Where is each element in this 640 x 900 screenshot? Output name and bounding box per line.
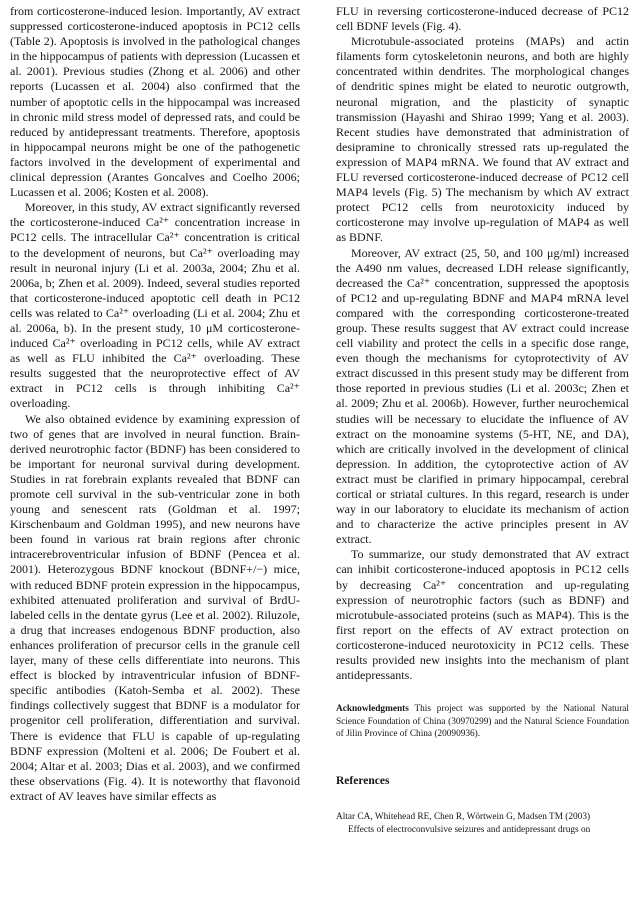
- reference-list: [336, 811, 629, 836]
- acknowledgments: [336, 703, 629, 740]
- paragraph: To summarize, our study demonstrated that AV extract can inhibit corticosterone-induced apoptosis in PC12 cells by decreasing Ca²⁺ concentration and up-regulating expression of neurotrophic factors (such as BDNF) and microtubule-associated proteins (such as MAP4). This is the first report on the effects of AV extract protection on corticosterone-induced neurotoxicity in PC12 cells. These results provided new insights into the mechanism of plant antidepressants.: [336, 547, 629, 683]
- references-heading: References: [336, 775, 390, 788]
- paragraph: Moreover, AV extract (25, 50, and 100 μg/ml) increased the A490 nm values, decreased LDH release significantly, decreased the Ca²⁺ concentration, suppressed the apoptosis of PC12 and up-regulating BDNF and MAP4 mRNA level compared with the corresponding corticosterone-treated group. These results suggest that AV extract could increase cell viability and protect the cells in a specific dose range, even though the mechanisms for cytoprotectivity of AV extract discussed in this present study may be different from those reported in previous studies (Li et al. 2003c; Zhen et al. 2009; Zhu et al. 2006b). However, further neurochemical studies will be necessary to elucidate the influence of AV extract on the monoamine systems (5-HT, NE, and DA), which are critically involved in the development of clinical depression. In addition, the cytoprotective action of AV extract must be clarified in primary hippocampal, cerebral cortical or striatal cultures. In this regard, research is under way in our laboratory to elucidate its mechanism of action and to characterize the active principles present in AV extract.: [336, 245, 629, 547]
- reference-entry: Altar CA, Whitehead RE, Chen R, Wörtwein G, Madsen TM (2003): [336, 812, 591, 823]
- paragraph: FLU in reversing corticosterone-induced decrease of PC12 cell BDNF levels (Fig. 4).: [336, 4, 629, 34]
- paragraph: Moreover, in this study, AV extract significantly reversed the corticosterone-induced Ca²⁺ concentration increase in PC12 cells. The intracellular Ca²⁺ concentration is critical to the development of neurons, but Ca²⁺ overloading may result in neuronal injury (Li et al. 2003a, 2004; Zhu et al. 2006a, b; Zhen et al. 2009). Indeed, several studies reported that corticosterone-induced apoptotic cell death in PC12 cells was related to Ca²⁺ overloading (Li et al. 2004; Zhu et al. 2006a, b). In the present study, 10 μM corticosterone-induced Ca²⁺ overloading in PC12 cells, while AV extract as well as FLU inhibited the Ca²⁺ overloading. These results suggested that the neuroprotective effect of AV extract in PC12 cells is through inhibiting Ca²⁺ overloading.: [10, 200, 300, 411]
- right-column: [336, 4, 629, 836]
- acknowledgments-label: Acknowledgments: [336, 704, 409, 715]
- paragraph: Microtubule-associated proteins (MAPs) and actin filaments form cytoskeletonin neurons, and both are highly concentrated within dendrites. The morphological changes of dendritic spines might be elated to neurotic outgrowth, neuronal migration, and the plasticity of synaptic transmission (Hayashi and Shirao 1999; Yang et al. 2003). Recent studies have demonstrated that administration of desipramine to chronically stressed rats up-regulated the expression of MAP4 mRNA. We found that AV extract and FLU reversed corticosterone-induced decrease of PC12 cell MAP4 levels (Fig. 5) The mechanism by which AV extract protect PC12 cells from neurotoxicity induced by corticosterone may involve up-regulation of MAP4 as well as BDNF.: [336, 34, 629, 245]
- paragraph: from corticosterone-induced lesion. Importantly, AV extract suppressed corticosterone-induced apoptosis in PC12 cells (Table 2). Apoptosis is involved in the pathological changes in the hippocampus of patients with depression (Lucassen et al. 2001). Previous studies (Zhong et al. 2006) and other reports (Lucassen et al. 2004) also confirmed that the number of apoptotic cells in the hippocampal was increased in chronic mild stress model of depressed rats, and could be reduced by antidepressant treatments. Therefore, apoptosis in hippocampal neurons might be one of the pathogenetic factors involved in the development of experimental and clinical depression (Arantes Goncalves and Coelho 2006; Lucassen et al. 2006; Kosten et al. 2008).: [10, 4, 300, 200]
- left-column: [10, 4, 300, 804]
- acknowledgments-text: This project was supported by the National Natural Science Foundation of China (30970299) and the Natural Science Foundation of Jilin Province of China (20090936).: [336, 704, 629, 739]
- reference-entry-continuation: Effects of electroconvulsive seizures and antidepressant drugs on: [348, 824, 591, 835]
- paragraph: We also obtained evidence by examining expression of two of genes that are involved in neural function. Brain-derived neurotrophic factor (BDNF) has been considered to be important for neuronal survival during development. Studies in rat forebrain explants revealed that BDNF can promote cell survival in the sub-ventricular zone in both young and senescent rats (Goldman et al. 1997; Kirschenbaum and Goldman 1995), and new neurons have been found in various rat brain regions after chronic intracerebroventricular infusion of BDNF (Pencea et al. 2001). Heterozygous BDNF knockout (BDNF+/−) mice, with reduced BDNF protein expression in the hippocampus, exhibited attenuated proliferation and survival of BrdU-labeled cells in the dentate gyrus (Lee et al. 2002). Riluzole, a drug that increases endogenous BDNF production, also enhances proliferation of precursor cells in the granule cell layer, many of these cells differentiate into neurons. This effect is blocked by intraventricular infusion of BDNF-specific antibodies (Katoh-Semba et al. 2002). These findings collectively suggest that BDNF is a modulator for progenitor cell proliferation, differentiation and survival. There is evidence that FLU is capable of up-regulating BDNF expression (Molteni et al. 2006; De Foubert et al. 2004; Altar et al. 2003; Dias et al. 2003), and we confirmed these observations (Fig. 4). It is noteworthy that flavonoid extract of AV leaves have similar effects as: [10, 411, 300, 803]
